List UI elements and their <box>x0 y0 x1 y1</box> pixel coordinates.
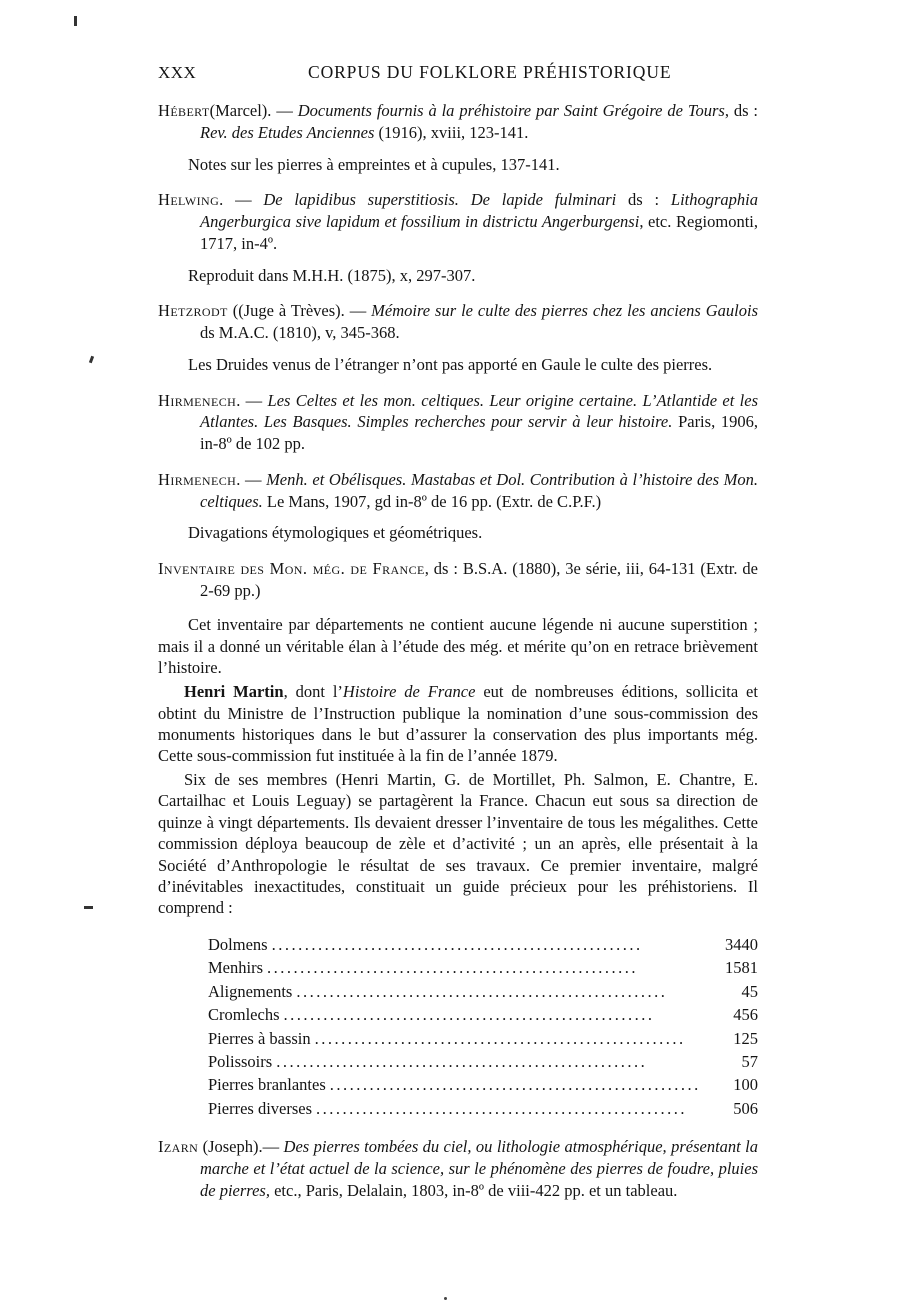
leader-dots: ........................................................ <box>271 934 643 954</box>
entry-note: Notes sur les pierres à empreintes et à cupules, 137-141. <box>188 154 560 174</box>
inventory-italic-title: Histoire de France <box>342 682 476 702</box>
bibliography-entry <box>158 558 758 602</box>
table-row-value: 125 <box>733 1028 758 1048</box>
table-row-value: 506 <box>733 1098 758 1118</box>
table-row-value: 57 <box>741 1052 758 1071</box>
bibliography-entry <box>158 100 758 144</box>
table-row-label: Dolmens <box>208 934 268 954</box>
entry-rest: ds : <box>616 190 671 210</box>
entry-dash: — <box>262 1137 284 1157</box>
entry-title: Menh. et Obélisques. Mastabas et Dol. Contribution à l’histoire des Mon. celtiques. <box>200 469 759 511</box>
leader-dots: ........................................................ <box>267 958 638 978</box>
table-row <box>208 933 758 956</box>
table-row-label: Alignements <box>208 981 293 1001</box>
inventory-paragraph: Cet inventaire par départements ne contient aucune légende ni aucune superstition ; mais il a donné un véritable élan à l’étude des még. et mérite qu’on en retrace brièvement l’histoire. <box>158 614 758 678</box>
entry-lead: ((Juge à Trèves). <box>227 301 350 321</box>
bibliography-entry <box>158 300 758 344</box>
table-row <box>208 1050 758 1073</box>
table-row <box>208 1097 758 1120</box>
entry-rest: Le Mans, 1907, gd in-8º de 16 pp. (Extr. de C.P.F.) <box>262 491 602 511</box>
entry-rest: , ds : <box>724 101 758 120</box>
entry-author: Hirmenech <box>158 390 237 410</box>
bibliography-entry <box>158 1136 758 1201</box>
inventory-notes <box>158 614 758 919</box>
entry-rest: , ds : B.S.A. (1880), 3e série, iii, 64-131 (Extr. de 2-69 pp.) <box>200 559 758 601</box>
entry-dash: — <box>349 301 372 321</box>
entry-title: Mémoire sur le culte des pierres chez les anciens Gaulois <box>371 301 759 321</box>
table-row-label: Menhirs <box>208 958 263 978</box>
table-row-label: Pierres diverses <box>208 1098 313 1118</box>
inventory-paragraph: Six de ses membres (Henri Martin, G. de Mortillet, Ph. Salmon, E. Chantre, E. Cartailhac et Louis Leguay) se partagèrent la France. Chacun eut sous sa direction de quinze à vingt départements. Ils devaient dresser l’inventaire de tous les mégalithes. Cette commission déploya beaucoup de zèle et d’activité ; un an après, elle présentait à la Société d’Anthropologie le résultat de ses travaux. Ce premier inventaire, malgré d’inévitables inexactitudes, constituait un guide précieux pour les préhistoriens. Il comprend : <box>158 769 758 918</box>
inventory-rest: eut de nombreuses éditions, sollicita et obtint du Ministre de l’Instruction publique la nomination d’une sous-commission des monuments historiques dans le but d’assurer la conservation des plus importants még. Cette sous-commission fut instituée à la fin de l’année 1879. <box>158 682 758 766</box>
entry-note: Reproduit dans M.H.H. (1875), x, 297-307. <box>188 265 476 285</box>
leader-dots: ........................................................ <box>276 1052 648 1071</box>
entry-author: Hirmenech <box>158 469 237 489</box>
inventory-table <box>158 933 758 1120</box>
table-row-label: Pierres à bassin <box>208 1028 311 1048</box>
table-row <box>208 1027 758 1050</box>
table-row-value: 45 <box>741 981 758 1001</box>
table-row-value: 3440 <box>725 934 758 954</box>
leader-dots: ........................................................ <box>283 1005 655 1025</box>
table-row-label: Cromlechs <box>208 1005 280 1025</box>
page-speck-left-lower <box>84 906 93 909</box>
entry-source: Rev. des Etudes Anciennes <box>200 122 375 142</box>
entry-tail: (1916), xviii, 123-141. <box>374 122 529 142</box>
entry-dash: — <box>235 190 264 210</box>
entry-rest: etc., Paris, Delalain, 1803, in-8º de viii-422 pp. et un tableau. <box>269 1180 678 1200</box>
table-row-label: Pierres branlantes <box>208 1075 326 1095</box>
entry-title: Les Celtes et les mon. celtiques. Leur origine certaine. L’Atlantide et les Atlantes. Les Basques. Simples recherches pour servir à leur histoire. <box>200 390 758 432</box>
table-row-value: 456 <box>733 1005 758 1025</box>
entry-dash: — <box>276 101 298 120</box>
folio-number: XXX <box>158 63 197 82</box>
leader-dots: ........................................................ <box>329 1075 701 1095</box>
entry-tail: , etc. Regiomonti, 1717, in-4º. <box>200 212 759 253</box>
table-row <box>208 980 758 1003</box>
bibliography-entry <box>158 189 758 254</box>
entry-dash: — <box>245 390 268 410</box>
entry-source: Lithographia Angerburgica sive lapidum et fossilium in districtu Angerburgensi <box>200 190 759 232</box>
entry-title: Des pierres tombées du ciel, ou lithologie atmosphérique, présentant la marche et l’état actuel de la science, sur le phénomène des pierres de foudre, pluies de pierres, <box>200 1137 759 1200</box>
entry-rest: Paris, 1906, in-8º de 102 pp. <box>200 412 759 454</box>
leader-dots: ........................................................ <box>316 1098 688 1118</box>
entry-author: Hébert <box>158 101 210 120</box>
running-title: CORPUS DU FOLKLORE PRÉHISTORIQUE <box>308 62 672 82</box>
entry-title: Documents fournis à la préhistoire par Saint Grégoire de Tours <box>297 101 725 120</box>
entry-rest: ds M.A.C. (1810), v, 345-368. <box>200 323 400 343</box>
page-speck-top <box>74 16 77 26</box>
entry-lead: . <box>236 390 246 410</box>
bibliography-entry <box>158 469 758 513</box>
leader-dots: ........................................................ <box>296 981 668 1001</box>
entry-lead: . <box>236 469 245 489</box>
leader-dots: ........................................................ <box>314 1028 686 1048</box>
table-row-label: Polissoirs <box>208 1052 273 1071</box>
table-row <box>208 1003 758 1026</box>
table-row <box>208 1073 758 1096</box>
table-row-value: 100 <box>733 1075 758 1095</box>
page-header <box>0 62 900 83</box>
table-row <box>208 956 758 979</box>
entry-author: Helwing <box>158 190 220 210</box>
page-speck-bottom <box>444 1297 447 1300</box>
inventory-paragraph <box>158 681 758 767</box>
entry-note: Divagations étymologiques et géométriques. <box>188 523 483 543</box>
table-row-value: 1581 <box>725 958 758 978</box>
entry-author: Izarn <box>158 1137 199 1157</box>
entry-title: De lapidibus superstitiosis. De lapide fulminari <box>263 190 617 210</box>
bibliography-body <box>158 100 758 1202</box>
bibliography-entry <box>158 390 758 455</box>
entry-note: Les Druides venus de l’étranger n’ont pas apporté en Gaule le culte des pierres. <box>188 354 713 374</box>
inventory-bold-lead: Henri Martin <box>184 682 284 702</box>
entry-lead: . <box>219 190 236 210</box>
entry-lead: (Joseph). <box>198 1137 263 1157</box>
entry-author: Inventaire des Mon. még. de France <box>158 559 425 579</box>
entry-dash: — <box>244 469 267 489</box>
entry-author: Hetzrodt <box>158 301 228 321</box>
page-speck-left-upper <box>89 356 94 364</box>
entry-lead: (Marcel). <box>209 101 277 120</box>
inventory-mid: , dont l’ <box>283 682 343 702</box>
